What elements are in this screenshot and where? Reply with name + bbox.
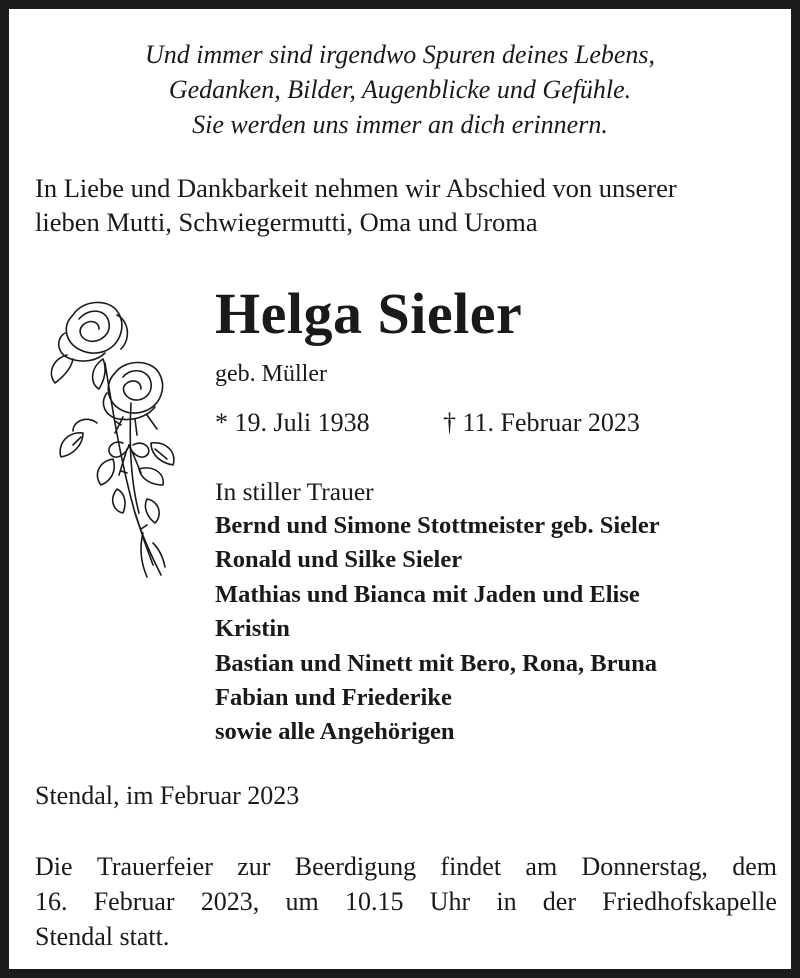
service-word: zur	[237, 852, 271, 881]
service-word: der	[542, 887, 576, 916]
mourner-line: Kristin	[215, 615, 290, 643]
service-word: 2023,	[200, 887, 260, 916]
service-word: Trauerfeier	[96, 852, 213, 881]
intro-line: lieben Mutti, Schwiegermutti, Oma und Uroma	[35, 207, 538, 237]
birth-date: * 19. Juli 1938	[215, 408, 370, 437]
service-word: um	[285, 887, 319, 916]
poem	[29, 37, 771, 142]
service-line	[35, 884, 777, 919]
poem-line: Sie werden uns immer an dich erinnern.	[192, 110, 608, 139]
service-word: dem	[732, 852, 777, 881]
mourner-line: Mathias und Bianca mit Jaden und Elise	[215, 580, 640, 608]
rose-icon	[43, 293, 183, 583]
mourners-list	[215, 509, 660, 750]
service-word: Donnerstag,	[581, 852, 708, 881]
maiden-name: geb. Müller	[215, 361, 327, 387]
service-word: Friedhofskapelle	[602, 887, 777, 916]
service-line	[35, 849, 777, 884]
service-word: 16.	[35, 887, 68, 916]
poem-line: Gedanken, Bilder, Augenblicke und Gefühle.	[168, 75, 632, 104]
service-word: Uhr	[429, 887, 471, 916]
death-date: † 11. Februar 2023	[443, 408, 640, 437]
service-line: Stendal statt.	[35, 922, 170, 951]
mourner-line: Bastian und Ninett mit Bero, Rona, Bruna	[215, 649, 657, 677]
service-word: Die	[35, 852, 73, 881]
mourner-line: Fabian und Friederike	[215, 684, 452, 712]
poem-line: Und immer sind irgendwo Spuren deines Lebens,	[144, 40, 656, 69]
service-word: am	[525, 852, 558, 881]
intro-line: In Liebe und Dankbarkeit nehmen wir Abschied von unserer	[35, 173, 677, 203]
service-word: in	[496, 887, 517, 916]
mourner-line: Ronald und Silke Sieler	[215, 546, 463, 574]
deceased-name: Helga Sieler	[215, 281, 523, 346]
service-word: Beerdigung	[294, 852, 417, 881]
service-word: findet	[440, 852, 502, 881]
intro-text	[35, 171, 775, 239]
place-date: Stendal, im Februar 2023	[35, 781, 300, 810]
mourning-intro: In stiller Trauer	[215, 477, 374, 506]
funeral-service-info	[35, 849, 777, 954]
mourner-line: sowie alle Angehörigen	[215, 718, 455, 746]
mourner-line: Bernd und Simone Stottmeister geb. Sieler	[215, 512, 660, 539]
service-word: 10.15	[344, 887, 404, 916]
service-word: Februar	[93, 887, 175, 916]
